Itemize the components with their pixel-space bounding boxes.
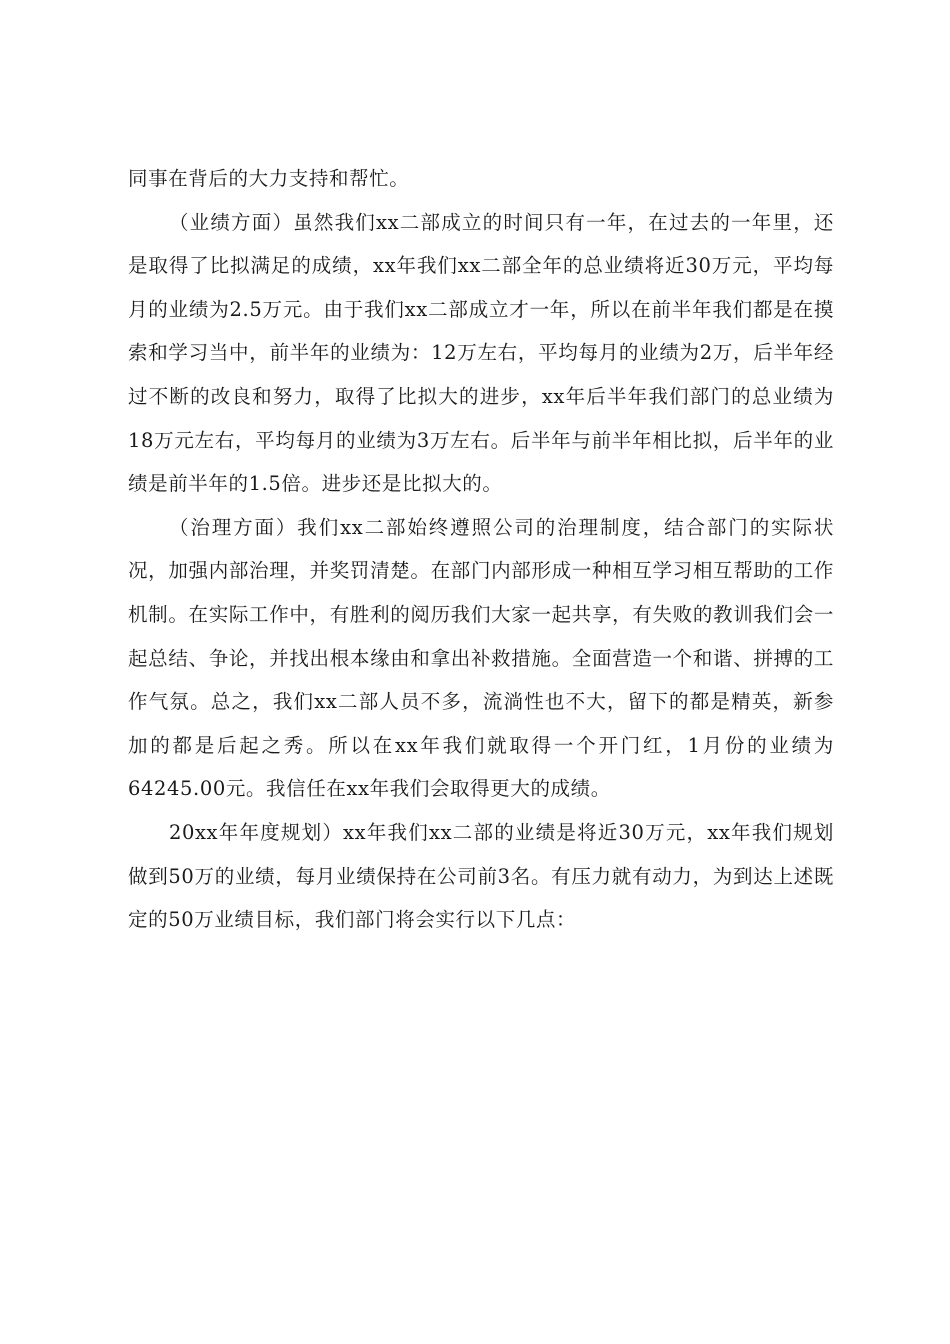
paragraph-performance: （业绩方面）虽然我们xx二部成立的时间只有一年，在过去的一年里，还是取得了比拟满足的成绩，xx年我们xx二部全年的总业绩将近30万元，平均每月的业绩为2.5万元。由于我们xx二部成立才一年，所以在前半年我们都是在摸索和学习当中，前半年的业绩为：12万左右，平均每月的业绩为2万，后半年经过不断的改良和努力，取得了比拟大的进步，xx年后半年我们部门的总业绩为18万元左右，平均每月的业绩为3万左右。后半年与前半年相比拟，后半年的业绩是前半年的1.5倍。进步还是比拟大的。 bbox=[128, 210, 834, 496]
paragraph-management: （治理方面）我们xx二部始终遵照公司的治理制度，结合部门的实际状况，加强内部治理，并奖罚清楚。在部门内部形成一种相互学习相互帮助的工作机制。在实际工作中，有胜利的阅历我们大家一起共享，有失败的教训我们会一起总结、争论，并找出根本缘由和拿出补救措施。全面营造一个和谐、拼搏的工作气氛。总之，我们xx二部人员不多，流淌性也不大，留下的都是精英，新参加的都是后起之秀。所以在xx年我们就取得一个开门红，1月份的业绩为64245.00元。我信任在xx年我们会取得更大的成绩。 bbox=[128, 515, 834, 801]
paragraph-annual-plan: 20xx年年度规划）xx年我们xx二部的业绩是将近30万元，xx年我们规划做到50万的业绩，每月业绩保持在公司前3名。有压力就有动力，为到达上述既定的50万业绩目标，我们部门将会实行以下几点： bbox=[128, 820, 834, 932]
paragraph-continuation: 同事在背后的大力支持和帮忙。 bbox=[128, 167, 410, 190]
body-text bbox=[128, 157, 834, 942]
